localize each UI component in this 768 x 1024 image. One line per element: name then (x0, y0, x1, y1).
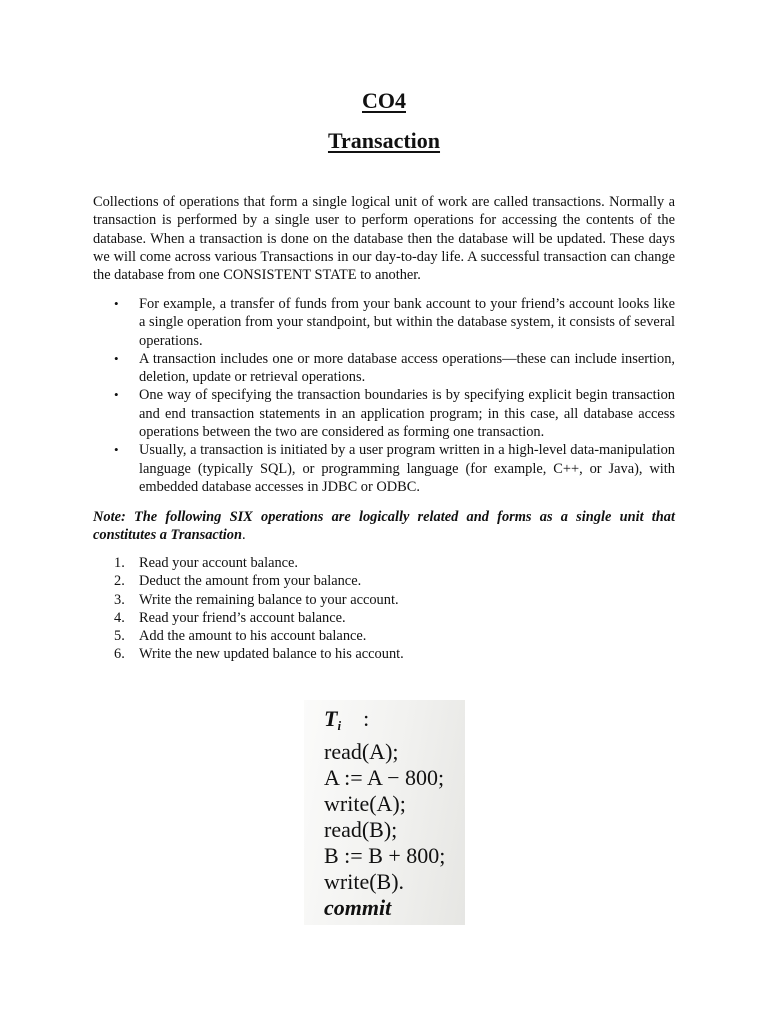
step-number: 2. (114, 573, 125, 590)
page-title: CO4 (362, 88, 406, 113)
step-item (93, 645, 675, 663)
bullet-text: Usually, a transaction is initiated by a user program written in a high-level data-manipulation language (typically SQL), or programming language (for example, C++, or Java), with embedded database accesses in JDBC or ODBC. (139, 442, 675, 495)
page-subtitle: Transaction (327, 128, 441, 153)
bullet-list (93, 295, 675, 496)
step-number: 4. (114, 609, 125, 626)
intro-paragraph: Collections of operations that form a single logical unit of work are called transactions. Normally a transaction is performed by a single user to perform operations for accessing the contents of the database. When a transaction is done on the database then the database will be updated. These days we will come across various Transactions in our day-to-day life. A successful transaction can change the database from one CONSISTENT STATE to another. (93, 194, 675, 284)
code-line: read(B); (324, 817, 398, 842)
code-line: read(A); (324, 739, 399, 764)
bullet-dot-icon: • (114, 387, 119, 403)
step-item (93, 591, 675, 609)
bullet-item (93, 441, 675, 496)
code-line: write(B). (324, 869, 405, 894)
step-item (93, 627, 675, 645)
code-line: A := A − 800; (324, 765, 445, 790)
bullet-item (93, 295, 675, 350)
bullet-dot-icon: • (114, 350, 119, 366)
note-emphasis: Note: The following SIX operations are logically related and forms as a single unit that constitutes a Transaction (93, 509, 675, 544)
bullet-text: One way of specifying the transaction boundaries is by specifying explicit begin transaction and end transaction statements in an application program; in this case, all database access operations between the two are considered as forming one transaction. (139, 387, 675, 441)
bullet-item (93, 350, 675, 387)
step-item (93, 572, 675, 590)
note-paragraph (93, 508, 675, 545)
bullet-text: For example, a transfer of funds from your bank account to your friend’s account looks like a single operation from your standpoint, but within the database system, it consists of several operations. (139, 296, 675, 349)
step-number: 1. (114, 555, 125, 571)
code-line: write(A); (324, 791, 406, 816)
step-text: Deduct the amount from your balance. (139, 573, 362, 590)
step-text: Write the remaining balance to your account. (139, 591, 399, 608)
transaction-header (324, 706, 465, 739)
step-number: 5. (114, 628, 125, 645)
steps-list (93, 554, 675, 664)
step-text: Add the amount to his account balance. (139, 628, 367, 645)
step-text: Write the new updated balance to his account. (139, 646, 404, 663)
step-text: Read your account balance. (139, 555, 299, 571)
bullet-item (93, 386, 675, 441)
note-tail: . (242, 527, 246, 544)
code-line: B := B + 800; (324, 843, 446, 868)
bullet-dot-icon: • (114, 442, 119, 458)
transaction-code-figure (304, 700, 465, 925)
step-number: 3. (114, 591, 125, 608)
bullet-dot-icon: • (114, 296, 119, 311)
transaction-colon: : (363, 706, 370, 731)
bullet-text: A transaction includes one or more database access operations—these can include insertion, deletion, update or retrieval operations. (139, 350, 675, 386)
step-item (93, 609, 675, 627)
commit-line: commit (324, 895, 392, 920)
step-text: Read your friend’s account balance. (139, 609, 346, 626)
step-item (93, 554, 675, 572)
transaction-name: $T_i$ (324, 706, 342, 733)
step-number: 6. (114, 646, 125, 663)
